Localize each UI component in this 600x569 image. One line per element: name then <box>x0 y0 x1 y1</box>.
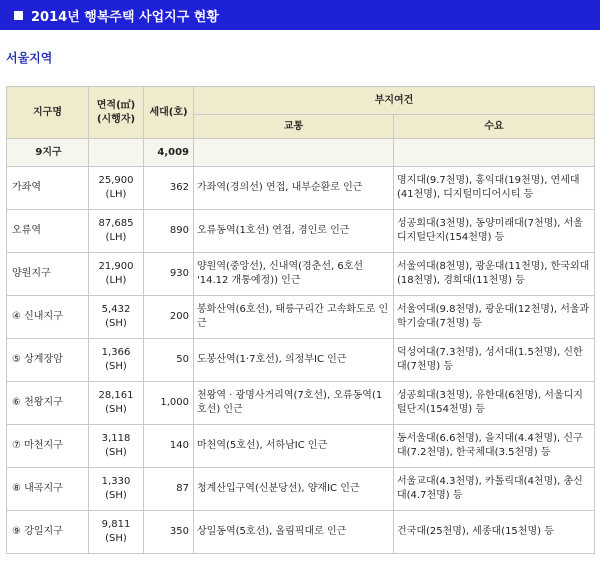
district-demand: 서울여대(9.8천명), 광운대(12천명), 서울과학기술대(7천명) 등 <box>394 296 595 339</box>
district-operator: (SH) <box>105 447 127 458</box>
district-name: ⑦ 마천지구 <box>7 425 89 468</box>
district-transport: 가좌역(경의선) 연접, 내부순환로 인근 <box>194 167 394 210</box>
district-area: 1,366 <box>101 347 131 358</box>
district-operator: (LH) <box>105 232 127 243</box>
table-row <box>7 296 595 339</box>
district-table <box>6 86 595 554</box>
district-transport: 상일동역(5호선), 올림픽대로 인근 <box>194 511 394 554</box>
district-transport: 양원역(중앙선), 신내역(경춘선, 6호선 '14.12 개통예정)) 인근 <box>194 253 394 296</box>
table-row <box>7 339 595 382</box>
district-demand: 성공회대(3천명), 동양미래대(7천명), 서울디지털단지(154천명) 등 <box>394 210 595 253</box>
district-households: 362 <box>144 167 194 210</box>
district-demand: 덕성여대(7.3천명), 성서대(1.5천명), 신한대(7천명) 등 <box>394 339 595 382</box>
district-households: 890 <box>144 210 194 253</box>
district-households: 1,000 <box>144 382 194 425</box>
district-transport: 도봉산역(1·7호선), 의정부IC 인근 <box>194 339 394 382</box>
district-operator: (SH) <box>105 318 127 329</box>
square-bullet-icon <box>14 11 23 20</box>
header-transport: 교통 <box>194 115 394 139</box>
district-area: 5,432 <box>101 304 131 315</box>
district-demand: 건국대(25천명), 세종대(15천명) 등 <box>394 511 595 554</box>
district-transport: 오류동역(1호선) 연접, 경인로 인근 <box>194 210 394 253</box>
table-row <box>7 468 595 511</box>
district-transport: 봉화산역(6호선), 태릉구리간 고속화도로 인근 <box>194 296 394 339</box>
district-operator: (LH) <box>105 275 127 286</box>
district-transport: 청계산입구역(신분당선), 양재IC 인근 <box>194 468 394 511</box>
subtotal-name: 9지구 <box>7 139 89 167</box>
district-name: 가좌역 <box>7 167 89 210</box>
district-area: 3,118 <box>101 433 131 444</box>
district-name: 양원지구 <box>7 253 89 296</box>
table-row <box>7 253 595 296</box>
district-name: ④ 신내지구 <box>7 296 89 339</box>
district-operator: (SH) <box>105 533 127 544</box>
header-households: 세대(호) <box>144 87 194 139</box>
subtotal-row <box>7 139 595 167</box>
district-demand: 성공회대(3천명), 유한대(6천명), 서울디지털단지(154천명) 등 <box>394 382 595 425</box>
district-transport: 마천역(5호선), 서하남IC 인근 <box>194 425 394 468</box>
header-district: 지구명 <box>7 87 89 139</box>
district-households: 140 <box>144 425 194 468</box>
district-area: 9,811 <box>101 519 131 530</box>
district-households: 87 <box>144 468 194 511</box>
district-households: 930 <box>144 253 194 296</box>
table-row <box>7 210 595 253</box>
district-transport: 천왕역 · 광명사거리역(7호선), 오류동역(1호선) 인근 <box>194 382 394 425</box>
district-demand: 동서울대(6.6천명), 을지대(4.4천명), 신구대(7.2천명), 한국체대(3.5천명) 등 <box>394 425 595 468</box>
district-demand: 명지대(9.7천명), 홍익대(19천명), 연세대(41천명), 디지털미디어시티 등 <box>394 167 595 210</box>
district-operator: (SH) <box>105 490 127 501</box>
header-area <box>89 87 144 139</box>
district-households: 350 <box>144 511 194 554</box>
table-row <box>7 511 595 554</box>
page-title-bar <box>0 0 600 30</box>
district-demand: 서울여대(8천명), 광운대(11천명), 한국외대(18천명), 경희대(11천명) 등 <box>394 253 595 296</box>
region-label: 서울지역 <box>6 51 53 65</box>
district-households: 50 <box>144 339 194 382</box>
district-demand: 서울교대(4.3천명), 카톨릭대(4천명), 총신대(4.7천명) 등 <box>394 468 595 511</box>
district-area: 87,685 <box>98 218 134 229</box>
header-conditions: 부지여건 <box>194 87 595 115</box>
district-households: 200 <box>144 296 194 339</box>
district-area: 21,900 <box>98 261 134 272</box>
district-name: ⑥ 천왕지구 <box>7 382 89 425</box>
header-area-line2: (시행자) <box>96 113 136 125</box>
page-title: 2014년 행복주택 사업지구 현황 <box>31 9 219 25</box>
district-name: ⑤ 상계장암 <box>7 339 89 382</box>
district-name: 오류역 <box>7 210 89 253</box>
district-area: 1,330 <box>101 476 131 487</box>
district-area: 25,900 <box>98 175 134 186</box>
header-area-line1: 면적(㎡) <box>96 99 136 111</box>
district-operator: (SH) <box>105 404 127 415</box>
district-area: 28,161 <box>98 390 134 401</box>
header-demand: 수요 <box>394 115 595 139</box>
district-name: ⑨ 강일지구 <box>7 511 89 554</box>
district-name: ⑧ 내곡지구 <box>7 468 89 511</box>
district-operator: (SH) <box>105 361 127 372</box>
table-row <box>7 167 595 210</box>
table-row <box>7 382 595 425</box>
subtotal-households: 4,009 <box>144 139 194 167</box>
district-operator: (LH) <box>105 189 127 200</box>
table-row <box>7 425 595 468</box>
